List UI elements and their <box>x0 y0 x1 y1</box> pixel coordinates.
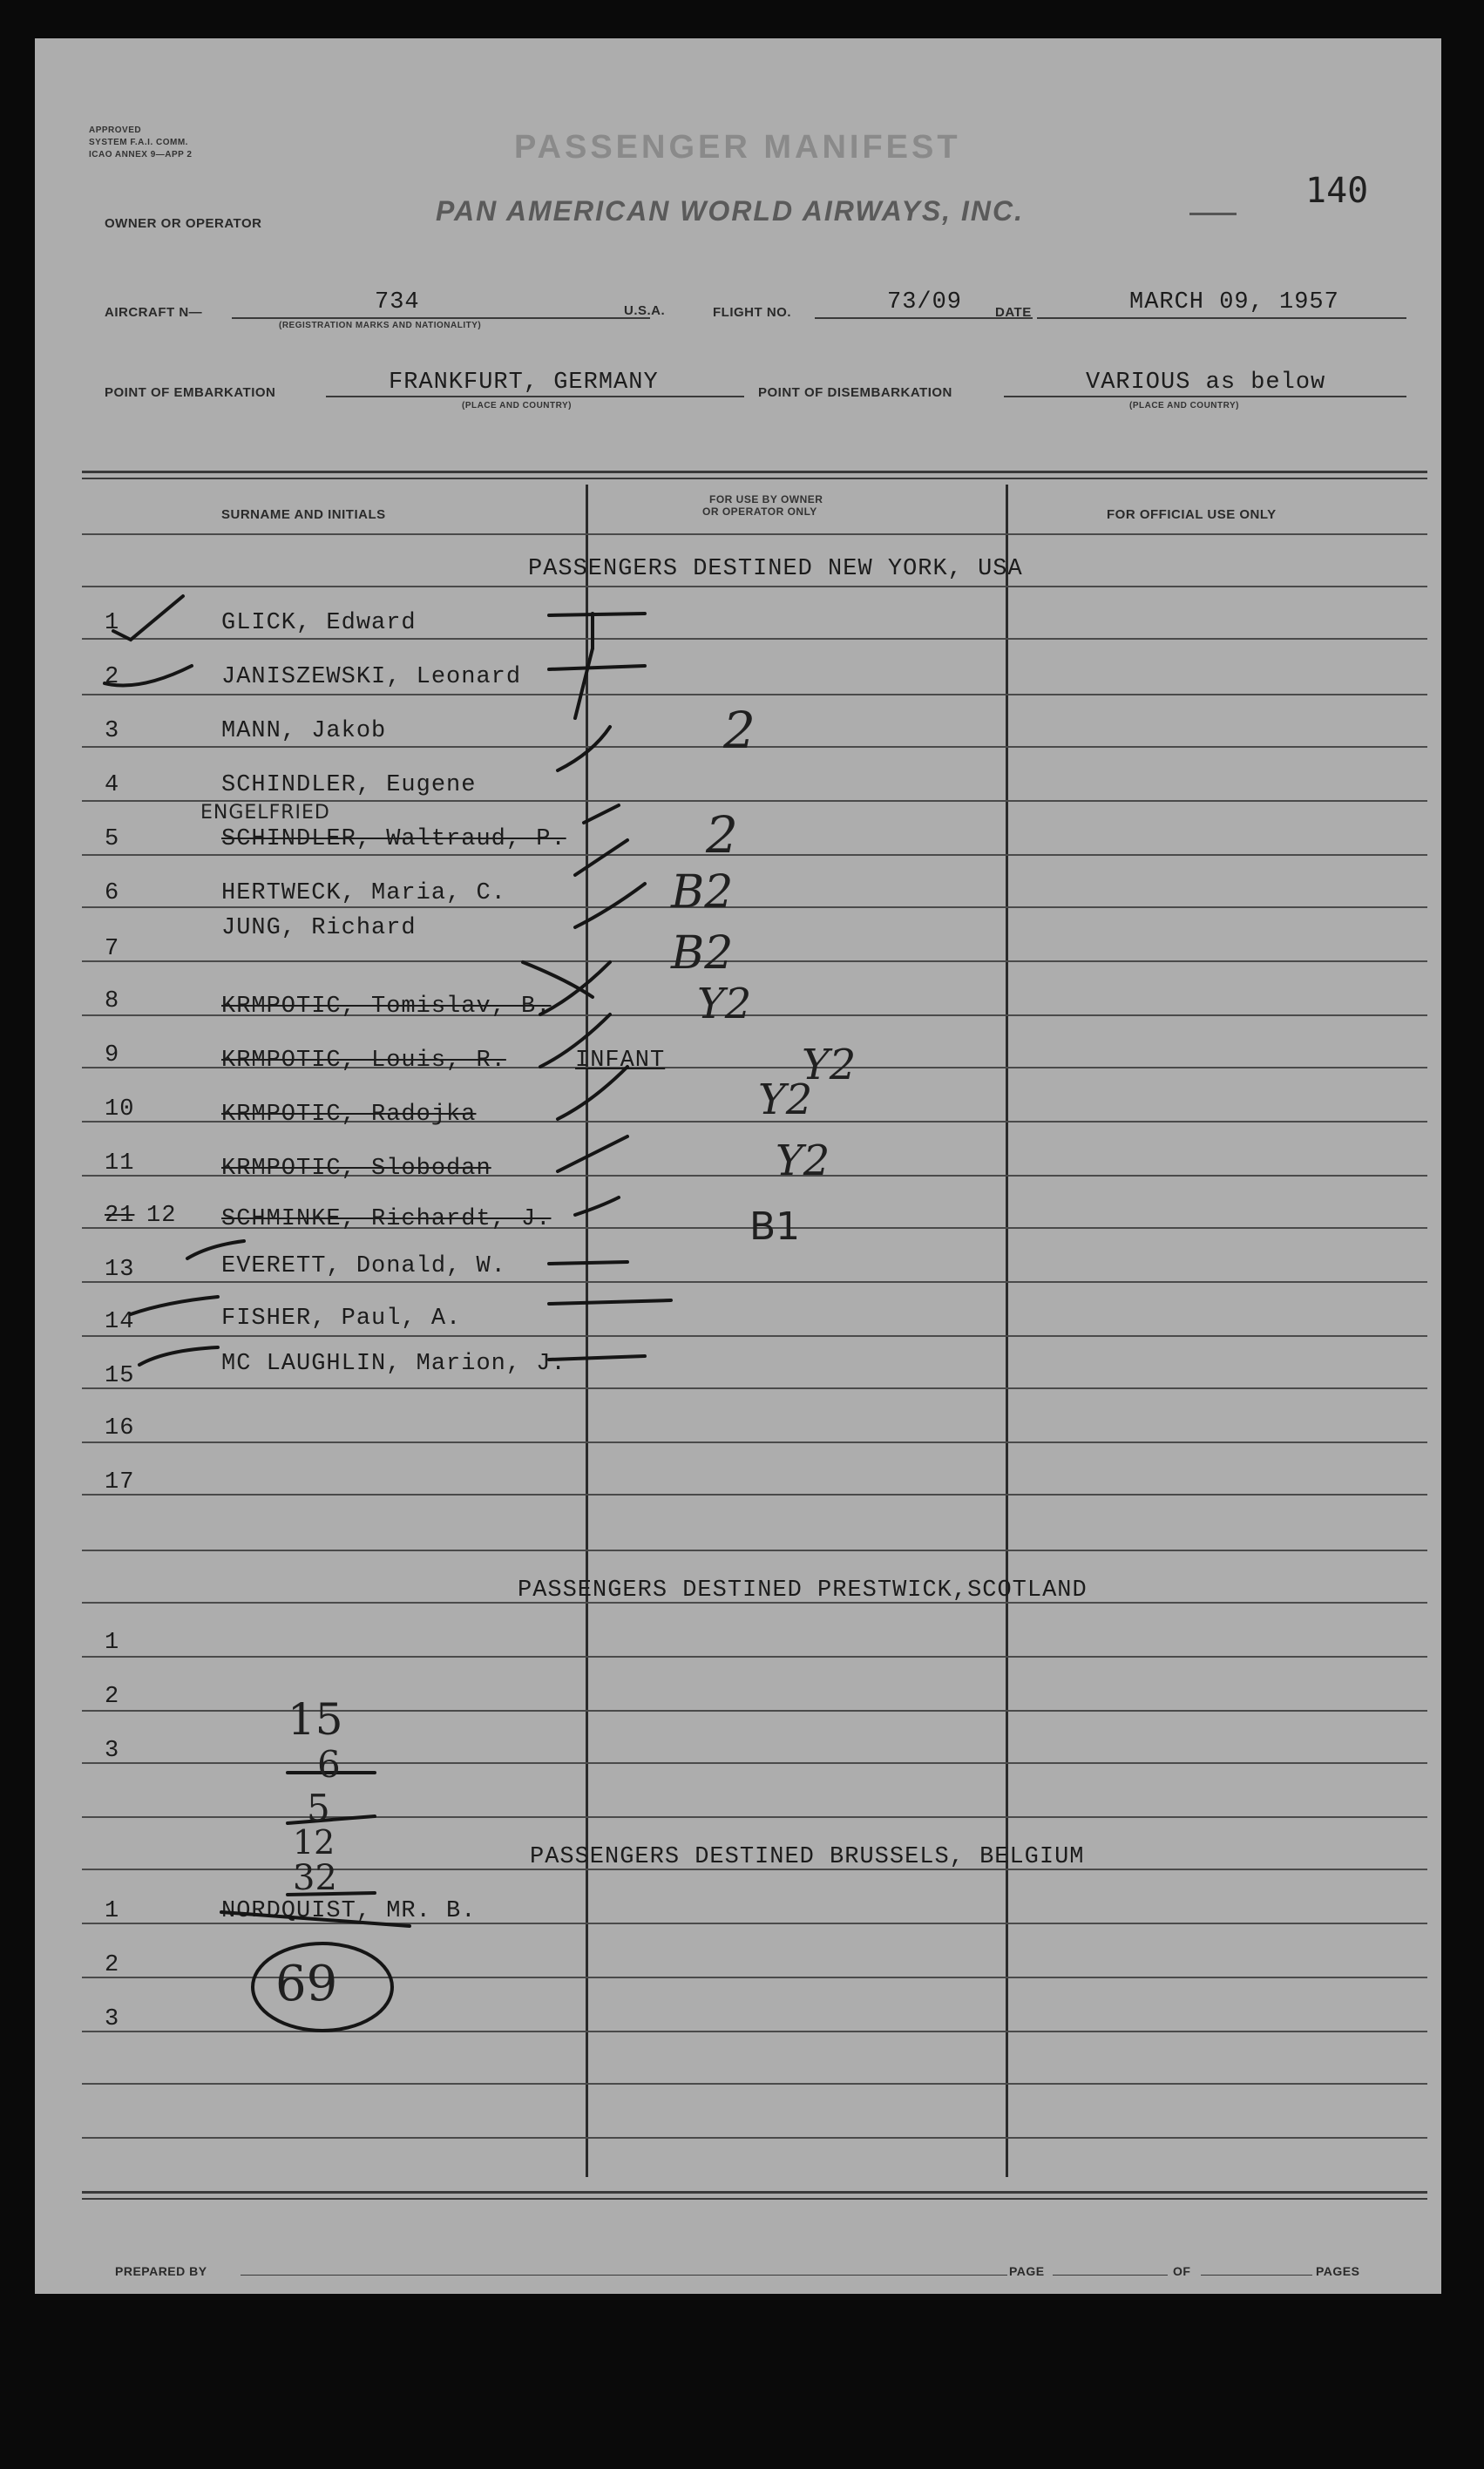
row-number: 1 <box>105 1898 120 1924</box>
of-label: OF <box>1173 2264 1191 2278</box>
date-value: MARCH 09, 1957 <box>1129 289 1339 315</box>
tally-number: 6 <box>317 1743 341 1786</box>
disembark-caption: (PLACE AND COUNTRY) <box>1129 401 1239 410</box>
row-number: 1 <box>105 610 120 636</box>
row-number: 3 <box>105 2006 120 2032</box>
surname-column-header: SURNAME AND INITIALS <box>221 507 386 522</box>
row-number: 6 <box>105 880 120 906</box>
pages-label: PAGES <box>1316 2264 1360 2278</box>
row-number: 2 <box>105 664 120 690</box>
airline-name: PAN AMERICAN WORLD AIRWAYS, INC. <box>436 195 1024 227</box>
page-line <box>1053 2275 1168 2276</box>
form-title: PASSENGER MANIFEST <box>514 129 961 166</box>
row-number: 3 <box>105 1738 120 1764</box>
passenger-name: KRMPOTIC, Radojka <box>221 1102 477 1128</box>
passenger-name: JANISZEWSKI, Leonard <box>221 664 522 690</box>
row-number: 2 <box>105 1952 120 1978</box>
infant-label: INFANT <box>575 1048 666 1074</box>
passenger-name: MC LAUGHLIN, Marion, J. <box>221 1351 566 1377</box>
row-number: 17 <box>105 1469 135 1496</box>
aircraft-label: AIRCRAFT N— <box>105 305 203 320</box>
row-number: 10 <box>105 1096 135 1123</box>
passenger-name: MANN, Jakob <box>221 718 387 744</box>
code-mark: Y2 <box>697 980 752 1028</box>
row-number: 14 <box>105 1309 135 1335</box>
approval-note-3: ICAO ANNEX 9—APP 2 <box>89 150 193 159</box>
approval-note-2: SYSTEM F.A.I. COMM. <box>89 138 188 147</box>
row-number-prefix: 21 <box>105 1203 135 1229</box>
passenger-name: SCHINDLER, Waltraud, P. <box>221 826 566 852</box>
passenger-name: GLICK, Edward <box>221 610 417 636</box>
official-use-header: FOR OFFICIAL USE ONLY <box>1107 507 1277 522</box>
of-line <box>1201 2275 1312 2276</box>
prepared-by-line <box>241 2275 1007 2276</box>
embark-caption: (PLACE AND COUNTRY) <box>462 401 572 410</box>
date-label: DATE <box>995 305 1032 320</box>
passenger-name: SCHMINKE, Richardt, J. <box>221 1206 552 1232</box>
code-mark: 2 <box>706 805 738 865</box>
row-number: 12 <box>146 1203 177 1229</box>
page-label: PAGE <box>1009 2264 1045 2278</box>
code-mark: Y2 <box>802 1041 857 1089</box>
code-mark: 2 <box>723 701 756 760</box>
row-number: 4 <box>105 772 120 798</box>
code-mark: B2 <box>671 866 734 919</box>
passenger-name: EVERETT, Donald, W. <box>221 1253 506 1279</box>
disembark-value: VARIOUS as below <box>1086 370 1326 396</box>
passenger-name: HERTWECK, Maria, C. <box>221 880 506 906</box>
usa-label: U.S.A. <box>624 303 666 318</box>
row-number: 15 <box>105 1363 135 1389</box>
page-number: 140 <box>1305 171 1369 211</box>
circled-total: 69 <box>275 1956 338 2012</box>
flight-label: FLIGHT NO. <box>713 305 791 320</box>
passenger-name: KRMPOTIC, Tomislav, B. <box>221 994 552 1020</box>
embark-value: FRANKFURT, GERMANY <box>389 370 659 396</box>
owner-label: OWNER OR OPERATOR <box>105 216 262 231</box>
row-number: 13 <box>105 1257 135 1283</box>
row-number: 16 <box>105 1415 135 1441</box>
row-number: 3 <box>105 718 120 744</box>
manifest-sheet <box>35 38 1441 2294</box>
passenger-name: NORDQUIST, MR. B. <box>221 1898 477 1924</box>
code-mark: Y2 <box>758 1075 813 1124</box>
row-number: 2 <box>105 1684 120 1710</box>
check-marks <box>35 38 1441 2294</box>
tally-number: 5 <box>307 1787 330 1829</box>
approval-note-1: APPROVED <box>89 125 142 135</box>
row-number: 8 <box>105 988 120 1014</box>
registration-caption: (REGISTRATION MARKS AND NATIONALITY) <box>279 321 482 330</box>
passenger-name: FISHER, Paul, A. <box>221 1306 462 1332</box>
row-number: 9 <box>105 1042 120 1068</box>
engelfried-note: ENGELFRIED <box>200 802 330 824</box>
disembark-label: POINT OF DISEMBARKATION <box>758 385 952 400</box>
section-heading-prestwick: PASSENGERS DESTINED PRESTWICK,SCOTLAND <box>518 1577 1088 1604</box>
passenger-name: KRMPOTIC, Louis, R. <box>221 1048 506 1074</box>
passenger-name: SCHINDLER, Eugene <box>221 772 477 798</box>
row-number: 11 <box>105 1150 135 1177</box>
row-number: 7 <box>105 936 120 962</box>
tally-number: 32 <box>293 1858 337 1898</box>
row-number: 5 <box>105 826 120 852</box>
section-heading-new-york: PASSENGERS DESTINED NEW YORK, USA <box>528 556 1023 582</box>
code-mark: B1 <box>749 1204 801 1249</box>
prepared-by-label: PREPARED BY <box>115 2264 207 2278</box>
passenger-name: JUNG, Richard <box>221 915 417 941</box>
owner-use-header-1: FOR USE BY OWNER <box>709 493 823 505</box>
flight-value: 73/09 <box>887 289 963 315</box>
tally-number: 15 <box>288 1694 343 1745</box>
passenger-name: KRMPOTIC, Slobodan <box>221 1156 491 1182</box>
section-heading-brussels: PASSENGERS DESTINED BRUSSELS, BELGIUM <box>530 1844 1085 1870</box>
code-mark: B2 <box>671 927 734 980</box>
aircraft-value: 734 <box>375 289 420 315</box>
code-mark: Y2 <box>776 1136 830 1185</box>
row-number: 1 <box>105 1630 120 1656</box>
tally-number: 12 <box>293 1823 335 1862</box>
embark-label: POINT OF EMBARKATION <box>105 385 276 400</box>
owner-use-header-2: OR OPERATOR ONLY <box>702 505 817 518</box>
